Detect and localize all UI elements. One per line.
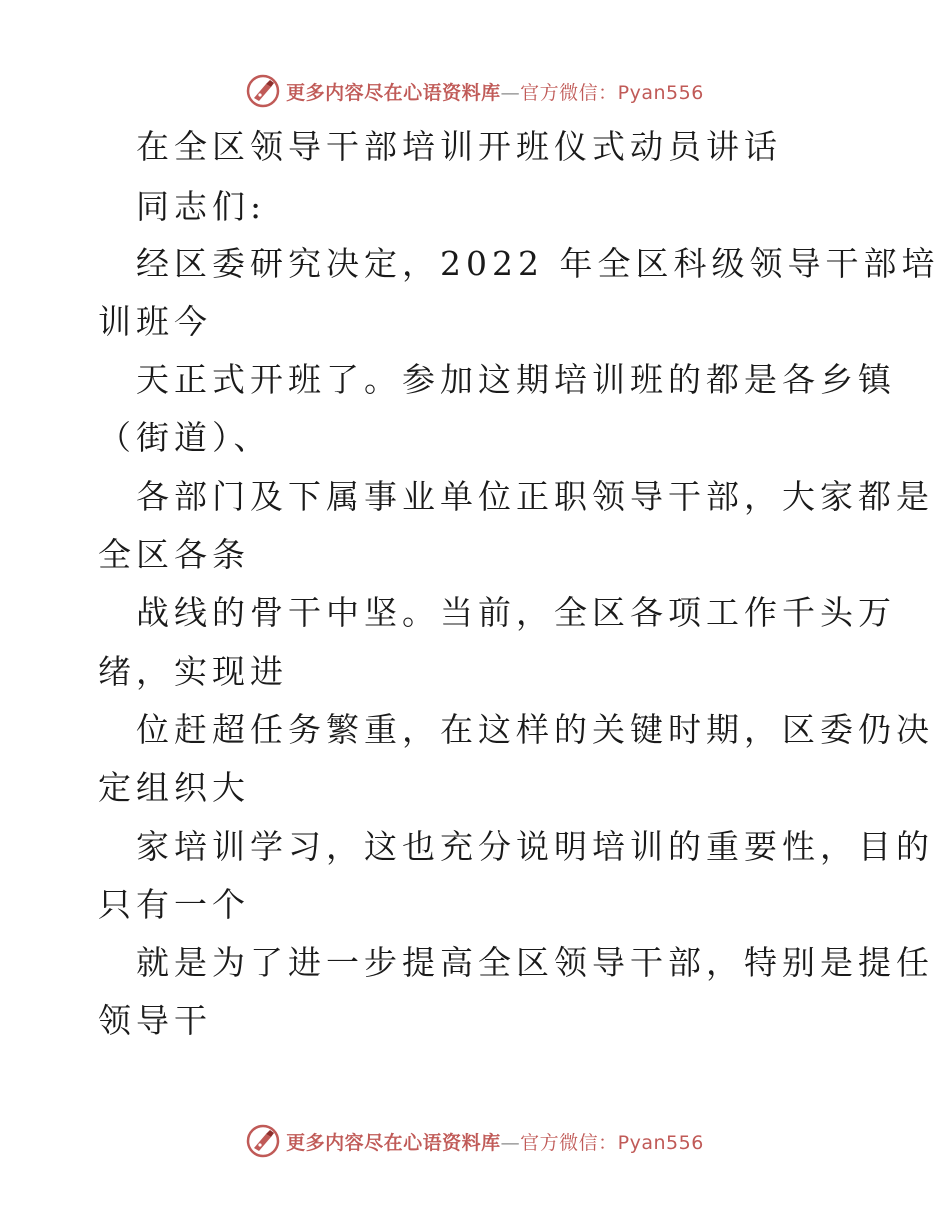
watermark-wechat: 官方微信：Pyan556 bbox=[520, 1131, 704, 1154]
watermark-text bbox=[286, 78, 704, 105]
paragraph-line: 就是为了进一步提高全区领导干部，特别是提任 bbox=[136, 943, 934, 982]
paragraph-line: 天正式开班了。参加这期培训班的都是各乡镇 bbox=[136, 360, 896, 399]
watermark-title: 更多内容尽在心语资料库 bbox=[286, 1131, 501, 1154]
header-watermark-banner bbox=[0, 71, 950, 111]
paragraph-line: 家培训学习，这也充分说明培训的重要性，目的 bbox=[136, 827, 934, 866]
paragraph-line: 定组织大 bbox=[98, 768, 250, 807]
watermark-wechat: 官方微信：Pyan556 bbox=[520, 81, 704, 104]
paragraph-line: 训班今 bbox=[98, 302, 212, 341]
paragraph-line: 位赶超任务繁重，在这样的关键时期，区委仍决 bbox=[136, 710, 934, 749]
watermark-text bbox=[286, 1128, 704, 1155]
paragraph-line: （街道）、 bbox=[98, 418, 272, 457]
pen-nib-logo-icon bbox=[246, 1124, 280, 1158]
salutation: 同志们: bbox=[136, 187, 267, 226]
paragraph-line: 战线的骨干中坚。当前，全区各项工作千头万 bbox=[136, 593, 896, 632]
watermark-title: 更多内容尽在心语资料库 bbox=[286, 81, 501, 104]
paragraph-line: 经区委研究决定，2022 年全区科级领导干部培 bbox=[136, 244, 940, 283]
paragraph-line: 绪，实现进 bbox=[98, 652, 288, 691]
watermark-separator: — bbox=[500, 81, 521, 104]
paragraph-line: 只有一个 bbox=[98, 885, 250, 924]
pen-nib-logo-icon bbox=[246, 74, 280, 108]
paragraph-line: 全区各条 bbox=[98, 535, 250, 574]
watermark-separator: — bbox=[500, 1131, 521, 1154]
document-title: 在全区领导干部培训开班仪式动员讲话 bbox=[136, 127, 782, 166]
paragraph-line: 领导干 bbox=[98, 1001, 212, 1040]
footer-watermark-banner bbox=[0, 1121, 950, 1161]
paragraph-line: 各部门及下属事业单位正职领导干部，大家都是 bbox=[136, 477, 934, 516]
